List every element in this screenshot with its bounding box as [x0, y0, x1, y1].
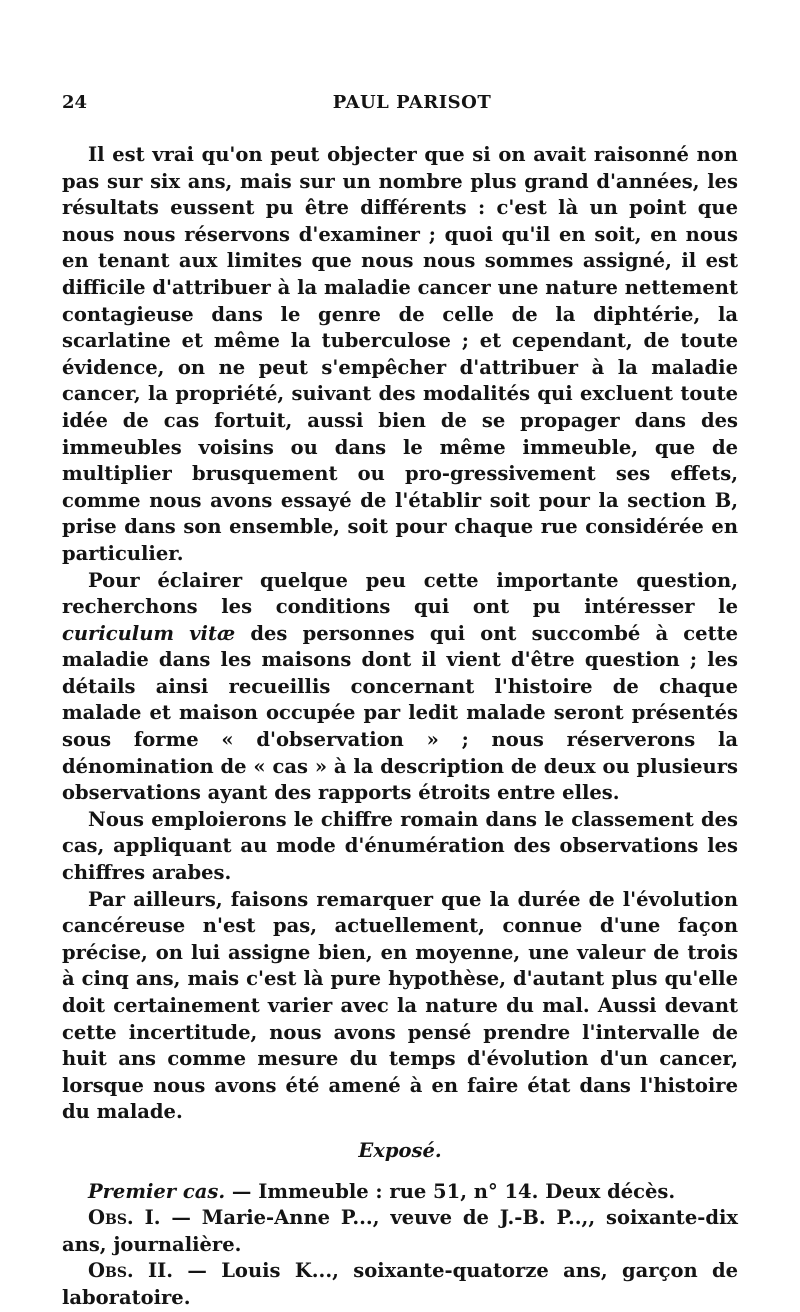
paragraph-3: Nous emploierons le chiffre romain dans le classement des cas, appliquant au mode d'énumération des observations les chiffres arabes. [62, 807, 738, 885]
paragraph-2-italic: curiculum vitæ [62, 621, 236, 645]
case-heading [62, 1179, 738, 1206]
observation-2-label: Obs. II. [88, 1259, 174, 1283]
observation-1-text: — Marie-Anne P..., veuve de J.-B. P..,, soixante-dix ans, journalière. [62, 1206, 738, 1256]
section-title: Exposé. [358, 1138, 442, 1162]
running-head: PAUL PARISOT [332, 92, 492, 113]
paragraph-2-before: Pour éclairer quelque peu cette importante question, recherchons les conditions qui ont pu intéresser le [62, 568, 738, 619]
observation-1-label: Obs. I. [88, 1206, 161, 1230]
paragraph-2 [62, 568, 738, 807]
paragraph-1: Il est vrai qu'on peut objecter que si on avait raisonné non pas sur six ans, mais sur un nombre plus grand d'années, les résultats eussent pu être différents : c'est là un point que nous nous réservons d'examiner ; quoi qu'il en soit, en nous en tenant aux limites que nous nous sommes assigné, il est difficile d'attribuer à la maladie cancer une nature nettement contagieuse dans le genre de celle de la diphtérie, la scarlatine et même la tuberculose ; et cependant, de toute évidence, on ne peut s'empêcher d'attribuer à la maladie cancer, la propriété, suivant des modalités qui excluent toute idée de cas fortuit, aussi bien de se propager dans des immeubles voisins ou dans le même immeuble, que de multiplier brusquement ou pro-gressivement ses effets, comme nous avons essayé de l'établir soit pour la section B, prise dans son ensemble, soit pour chaque rue considérée en particulier. [62, 143, 738, 565]
case-text: — Immeuble : rue 51, n° 14. Deux décès. [225, 1179, 676, 1203]
paragraph-2-after: des personnes qui ont succombé à cette maladie dans les maisons dont il vient d'être question ; les détails ainsi recueillis concernant l'histoire de chaque malade et maison occupée par ledit malade seront présentés sous forme « d'observation » ; nous réserverons la dénomination de « cas » à la description de deux ou plusieurs observations ayant des rapports étroits entre elles. [62, 621, 738, 805]
observation-2-text: — Louis K..., soixante-quatorze ans, garçon de laboratoire. [62, 1259, 738, 1309]
case-label: Premier cas. [88, 1179, 226, 1203]
page-header [62, 92, 762, 116]
paragraph-4: Par ailleurs, faisons remarquer que la durée de l'évolution cancéreuse n'est pas, actuellement, connue d'une façon précise, on lui assigne bien, en moyenne, une valeur de trois à cinq ans, mais c'est là pure hypothèse, d'autant plus qu'elle doit certainement varier avec la nature du mal. Aussi devant cette incertitude, nous avons pensé prendre l'intervalle de huit ans comme mesure du temps d'évolution d'un cancer, lorsque nous avons été amené à en faire état dans l'histoire du malade. [62, 887, 738, 1124]
page-number: 24 [62, 92, 88, 113]
observation-1 [62, 1205, 738, 1258]
body-text [62, 142, 738, 1312]
